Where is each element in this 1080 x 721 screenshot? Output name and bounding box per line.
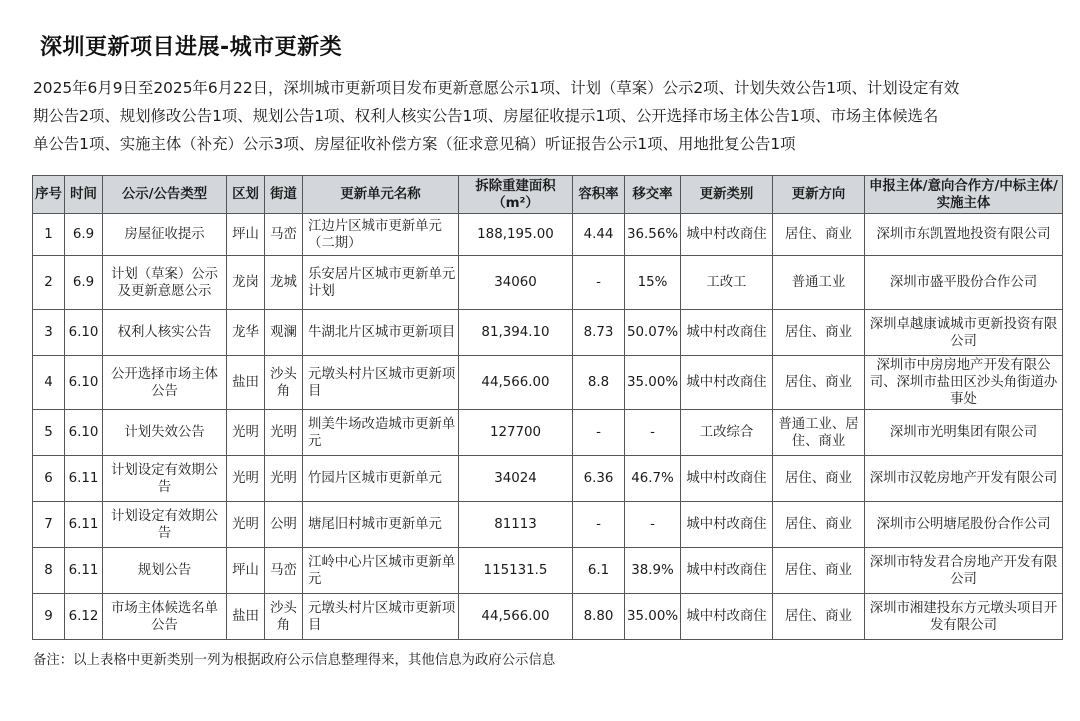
cell-street: 光明 — [265, 456, 303, 502]
cell-transfer-rate: 36.56% — [625, 214, 681, 256]
cell-entity: 深圳市特发君合房地产开发有限公司 — [865, 548, 1063, 594]
cell-unit-name: 江岭中心片区城市更新单元 — [303, 548, 459, 594]
cell-unit-name: 塘尾旧村城市更新单元 — [303, 502, 459, 548]
intro-line: 2025年6月9日至2025年6月22日，深圳城市更新项目发布更新意愿公示1项、计划（草案）公示2项、计划失效公告1项、计划设定有效 — [33, 79, 960, 97]
cell-direction: 居住、商业 — [773, 310, 865, 356]
cell-area: 34024 — [459, 456, 573, 502]
cell-unit-name: 元墩头村片区城市更新项目 — [303, 594, 459, 640]
cell-notice-type: 计划设定有效期公告 — [103, 502, 227, 548]
cell-far: 8.8 — [573, 356, 625, 410]
cell-street: 观澜 — [265, 310, 303, 356]
cell-entity: 深圳市盛平股份合作公司 — [865, 256, 1063, 310]
cell-far: 8.80 — [573, 594, 625, 640]
cell-index: 6 — [33, 456, 65, 502]
cell-area: 127700 — [459, 410, 573, 456]
cell-notice-type: 计划（草案）公示及更新意愿公示 — [103, 256, 227, 310]
cell-category: 城中村改商住 — [681, 356, 773, 410]
cell-entity: 深圳市光明集团有限公司 — [865, 410, 1063, 456]
cell-direction: 普通工业、居住、商业 — [773, 410, 865, 456]
cell-direction: 居住、商业 — [773, 214, 865, 256]
cell-street: 沙头角 — [265, 356, 303, 410]
table-row — [33, 356, 1063, 410]
cell-category: 工改工 — [681, 256, 773, 310]
cell-direction: 居住、商业 — [773, 456, 865, 502]
table-row — [33, 214, 1063, 256]
cell-district: 龙华 — [227, 310, 265, 356]
cell-district: 坪山 — [227, 214, 265, 256]
cell-index: 3 — [33, 310, 65, 356]
table-row — [33, 456, 1063, 502]
cell-district: 光明 — [227, 502, 265, 548]
cell-transfer-rate: 35.00% — [625, 356, 681, 410]
cell-date: 6.11 — [65, 548, 103, 594]
cell-notice-type: 权利人核实公告 — [103, 310, 227, 356]
header-far: 容积率 — [573, 176, 625, 214]
cell-far: 8.73 — [573, 310, 625, 356]
cell-direction: 居住、商业 — [773, 594, 865, 640]
cell-date: 6.10 — [65, 310, 103, 356]
cell-notice-type: 市场主体候选名单公告 — [103, 594, 227, 640]
cell-street: 马峦 — [265, 548, 303, 594]
cell-unit-name: 牛湖北片区城市更新项目 — [303, 310, 459, 356]
cell-street: 马峦 — [265, 214, 303, 256]
table-row — [33, 502, 1063, 548]
cell-transfer-rate: 15% — [625, 256, 681, 310]
cell-index: 5 — [33, 410, 65, 456]
table-header-row — [33, 176, 1063, 214]
cell-district: 光明 — [227, 456, 265, 502]
header-district: 区划 — [227, 176, 265, 214]
page-title: 深圳更新项目进展-城市更新类 — [40, 35, 343, 60]
cell-notice-type: 规划公告 — [103, 548, 227, 594]
table-row — [33, 310, 1063, 356]
cell-entity: 深圳市湘建投东方元墩头项目开发有限公司 — [865, 594, 1063, 640]
cell-far: 4.44 — [573, 214, 625, 256]
cell-notice-type: 计划失效公告 — [103, 410, 227, 456]
cell-category: 城中村改商住 — [681, 548, 773, 594]
cell-entity: 深圳市东凯置地投资有限公司 — [865, 214, 1063, 256]
table-row — [33, 594, 1063, 640]
cell-category: 城中村改商住 — [681, 456, 773, 502]
cell-far: - — [573, 256, 625, 310]
cell-transfer-rate: 50.07% — [625, 310, 681, 356]
cell-street: 光明 — [265, 410, 303, 456]
cell-district: 光明 — [227, 410, 265, 456]
cell-direction: 居住、商业 — [773, 356, 865, 410]
cell-index: 2 — [33, 256, 65, 310]
cell-category: 城中村改商住 — [681, 594, 773, 640]
header-unit-name: 更新单元名称 — [303, 176, 459, 214]
cell-area: 44,566.00 — [459, 594, 573, 640]
header-notice-type: 公示/公告类型 — [103, 176, 227, 214]
header-date: 时间 — [65, 176, 103, 214]
cell-direction: 居住、商业 — [773, 548, 865, 594]
cell-area: 81113 — [459, 502, 573, 548]
intro-paragraph — [33, 74, 1053, 158]
cell-unit-name: 竹园片区城市更新单元 — [303, 456, 459, 502]
cell-district: 盐田 — [227, 594, 265, 640]
header-area: 拆除重建面积（m²） — [459, 176, 573, 214]
cell-entity: 深圳卓越康诚城市更新投资有限公司 — [865, 310, 1063, 356]
cell-district: 盐田 — [227, 356, 265, 410]
cell-area: 81,394.10 — [459, 310, 573, 356]
cell-index: 8 — [33, 548, 65, 594]
cell-street: 沙头角 — [265, 594, 303, 640]
cell-category: 工改综合 — [681, 410, 773, 456]
cell-date: 6.9 — [65, 256, 103, 310]
cell-far: 6.1 — [573, 548, 625, 594]
cell-category: 城中村改商住 — [681, 310, 773, 356]
cell-category: 城中村改商住 — [681, 214, 773, 256]
cell-index: 9 — [33, 594, 65, 640]
cell-unit-name: 江边片区城市更新单元（二期） — [303, 214, 459, 256]
cell-date: 6.10 — [65, 410, 103, 456]
cell-notice-type: 房屋征收提示 — [103, 214, 227, 256]
intro-line: 期公告2项、规划修改公告1项、规划公告1项、权利人核实公告1项、房屋征收提示1项、公开选择市场主体公告1项、市场主体候选名 — [33, 107, 939, 125]
cell-district: 龙岗 — [227, 256, 265, 310]
header-transfer-rate: 移交率 — [625, 176, 681, 214]
cell-index: 7 — [33, 502, 65, 548]
cell-transfer-rate: - — [625, 410, 681, 456]
cell-date: 6.11 — [65, 502, 103, 548]
cell-direction: 居住、商业 — [773, 502, 865, 548]
header-category: 更新类别 — [681, 176, 773, 214]
cell-index: 4 — [33, 356, 65, 410]
cell-date: 6.12 — [65, 594, 103, 640]
header-direction: 更新方向 — [773, 176, 865, 214]
cell-index: 1 — [33, 214, 65, 256]
header-index: 序号 — [33, 176, 65, 214]
intro-line: 单公告1项、实施主体（补充）公示3项、房屋征收补偿方案（征求意见稿）听证报告公示1项、用地批复公告1项 — [33, 135, 796, 153]
cell-area: 188,195.00 — [459, 214, 573, 256]
cell-date: 6.11 — [65, 456, 103, 502]
cell-area: 34060 — [459, 256, 573, 310]
cell-transfer-rate: - — [625, 502, 681, 548]
cell-entity: 深圳市中房房地产开发有限公司、深圳市盐田区沙头角街道办事处 — [865, 356, 1063, 410]
header-entity: 申报主体/意向合作方/中标主体/实施主体 — [865, 176, 1063, 214]
table-row — [33, 548, 1063, 594]
cell-unit-name: 乐安居片区城市更新单元计划 — [303, 256, 459, 310]
cell-area: 44,566.00 — [459, 356, 573, 410]
project-table — [32, 175, 1063, 640]
cell-entity: 深圳市汉乾房地产开发有限公司 — [865, 456, 1063, 502]
cell-street: 公明 — [265, 502, 303, 548]
cell-area: 115131.5 — [459, 548, 573, 594]
table-row — [33, 256, 1063, 310]
cell-transfer-rate: 46.7% — [625, 456, 681, 502]
cell-street: 龙城 — [265, 256, 303, 310]
cell-notice-type: 计划设定有效期公告 — [103, 456, 227, 502]
cell-far: - — [573, 502, 625, 548]
cell-transfer-rate: 38.9% — [625, 548, 681, 594]
cell-district: 坪山 — [227, 548, 265, 594]
footnote: 备注：以上表格中更新类别一列为根据政府公示信息整理得来，其他信息为政府公示信息 — [33, 653, 556, 668]
header-street: 街道 — [265, 176, 303, 214]
cell-notice-type: 公开选择市场主体公告 — [103, 356, 227, 410]
cell-date: 6.9 — [65, 214, 103, 256]
cell-entity: 深圳市公明塘尾股份合作公司 — [865, 502, 1063, 548]
cell-unit-name: 圳美牛场改造城市更新单元 — [303, 410, 459, 456]
cell-direction: 普通工业 — [773, 256, 865, 310]
cell-far: 6.36 — [573, 456, 625, 502]
cell-date: 6.10 — [65, 356, 103, 410]
cell-category: 城中村改商住 — [681, 502, 773, 548]
cell-transfer-rate: 35.00% — [625, 594, 681, 640]
cell-far: - — [573, 410, 625, 456]
cell-unit-name: 元墩头村片区城市更新项目 — [303, 356, 459, 410]
table-row — [33, 410, 1063, 456]
